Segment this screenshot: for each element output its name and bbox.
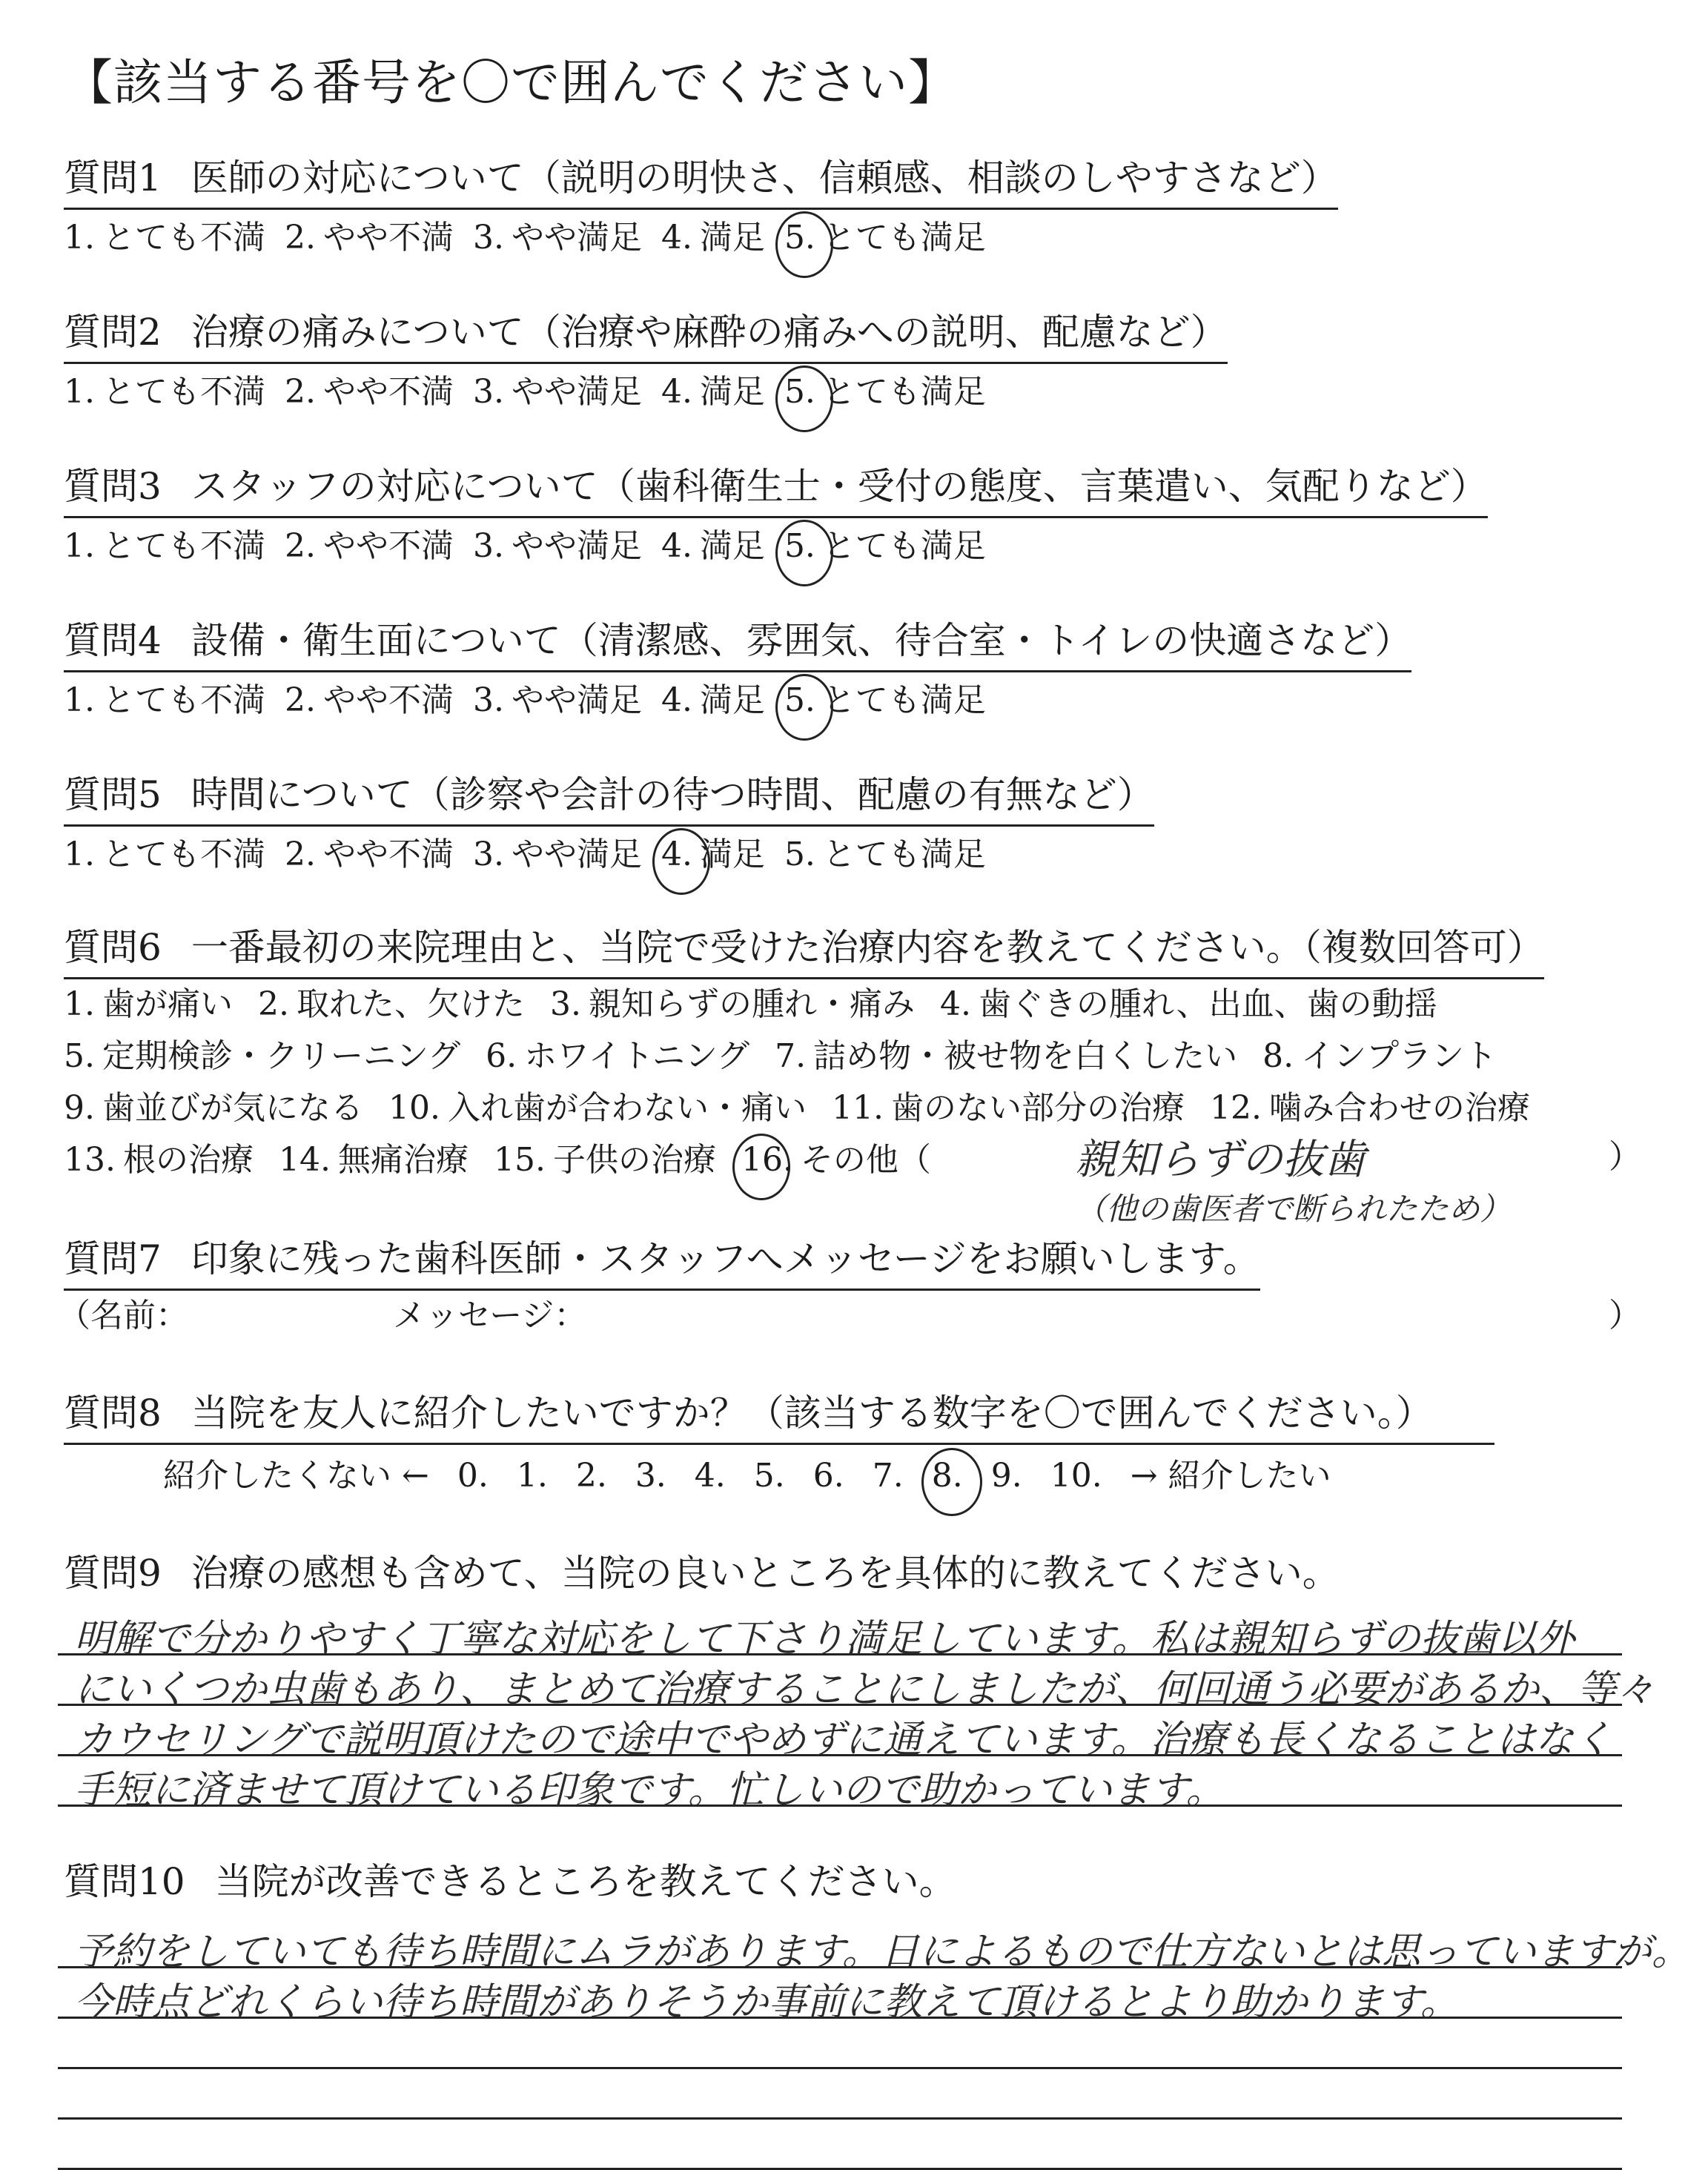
option-label: インプラント — [1301, 1037, 1497, 1075]
question-number: 質問7 — [64, 1237, 162, 1280]
q6-option-row — [64, 977, 1463, 1025]
answer-line: 予約をしていても待ち時間にムラがあります。日によるもので仕方ないとは思っていますが。 — [74, 1930, 1690, 1974]
question-3-title — [64, 457, 1488, 518]
q8-scale-value: 2. — [575, 1457, 607, 1495]
rating-option — [285, 827, 454, 875]
option-number: 3. — [472, 373, 504, 411]
option-number: 5. — [784, 527, 815, 565]
q8-scale-value: 9. — [990, 1457, 1022, 1495]
q8-scale-value: 8. — [931, 1457, 963, 1495]
question-text: 当院が改善できるところを教えてください。 — [214, 1860, 956, 1903]
option-number: 10. — [388, 1089, 440, 1127]
question-text: 治療の痛みについて（治療や麻酔の痛みへの説明、配慮など） — [191, 311, 1228, 354]
q8-scale-value: 7. — [872, 1457, 904, 1495]
option-label: やや不満 — [322, 681, 454, 719]
option-label: やや不満 — [322, 527, 454, 565]
option-number: 2. — [284, 836, 316, 873]
option-label: 定期検診・クリーニング — [102, 1037, 461, 1075]
question-7-title — [64, 1229, 1260, 1291]
option-number: 1. — [64, 527, 95, 565]
q6-option — [64, 977, 233, 1025]
answer-line: カウセリングで説明頂けたので途中でやめずに通えています。治療も長くなることはなく — [74, 1718, 1612, 1762]
option-number: 4. — [939, 985, 971, 1023]
option-number: 2. — [284, 373, 316, 411]
q6-option — [1262, 1029, 1497, 1076]
q7-close-paren: ） — [1609, 1297, 1641, 1334]
question-number: 質問10 — [64, 1860, 185, 1903]
question-text: 医師の対応について（説明の明快さ、信頼感、相談のしやすさなど） — [191, 156, 1338, 199]
option-label: 噛み合わせの治療 — [1268, 1089, 1530, 1127]
rating-option — [473, 211, 642, 258]
rating-option — [661, 365, 765, 412]
q8-scale-value: 10. — [1050, 1457, 1102, 1495]
option-label: 歯並びが気になる — [102, 1089, 363, 1127]
question-number: 質問1 — [64, 156, 162, 199]
option-label: やや満足 — [511, 219, 642, 257]
q8-left-label: 紹介したくない ← — [163, 1457, 429, 1495]
q6-other-note: （他の歯医者で断られたため） — [1075, 1191, 1512, 1227]
option-label: ホワイトニング — [524, 1037, 750, 1075]
option-number: 1. — [64, 985, 95, 1023]
option-label: 取れた、欠けた — [296, 985, 525, 1023]
answer-line: 明解で分かりやすく丁寧な対応をして下さり満足しています。私は親知らずの抜歯以外 — [74, 1617, 1575, 1661]
option-label: やや満足 — [511, 681, 642, 719]
option-label: とても不満 — [102, 836, 265, 873]
rating-option — [285, 365, 454, 412]
q6-option — [832, 1081, 1185, 1128]
q8-right-label: → 紹介したい — [1130, 1457, 1331, 1495]
q8-scale — [163, 1449, 1360, 1496]
question-1-title — [64, 148, 1338, 210]
q7-message-label: メッセージ： — [393, 1297, 587, 1334]
option-number: 4. — [661, 681, 692, 719]
q7-name-label: （名前： — [58, 1297, 188, 1334]
question-2-title — [64, 302, 1228, 364]
q6-option — [64, 1081, 363, 1128]
option-label: とても不満 — [102, 527, 265, 565]
option-label: 無痛治療 — [337, 1141, 469, 1179]
question-6-title — [64, 918, 1544, 979]
question-number: 質問6 — [64, 926, 162, 969]
option-number: 5. — [784, 681, 815, 719]
q8-scale-value: 6. — [812, 1457, 844, 1495]
question-3-options — [64, 519, 1005, 566]
option-number: 3. — [472, 836, 504, 873]
option-label: 満足 — [699, 527, 765, 565]
option-number: 5. — [64, 1037, 95, 1075]
answer-rule — [58, 2117, 1622, 2120]
q6-option — [494, 1133, 716, 1180]
q6-option — [388, 1081, 807, 1128]
question-number: 質問5 — [64, 773, 162, 816]
q6-option — [775, 1029, 1237, 1076]
option-label: やや不満 — [322, 836, 454, 873]
q6-option — [550, 977, 915, 1025]
question-4-options — [64, 673, 1005, 721]
rating-option — [64, 211, 265, 258]
option-number: 16. — [741, 1141, 793, 1179]
option-number: 4. — [661, 527, 692, 565]
option-label: 根の治療 — [122, 1141, 254, 1179]
question-8-title — [64, 1383, 1494, 1445]
q8-scale-value: 0. — [457, 1457, 489, 1495]
option-number: 12. — [1209, 1089, 1262, 1127]
q6-option — [1210, 1081, 1530, 1128]
option-label: とても満足 — [822, 373, 986, 411]
option-number: 13. — [64, 1141, 116, 1179]
option-number: 15. — [493, 1141, 546, 1179]
option-label: とても満足 — [822, 219, 986, 257]
q6-option — [940, 977, 1437, 1025]
option-label: 入れ歯が合わない・痛い — [447, 1089, 807, 1127]
option-number: 6. — [486, 1037, 517, 1075]
q6-option — [741, 1133, 931, 1180]
question-text: 一番最初の来院理由と、当院で受けた治療内容を教えてください。（複数回答可） — [191, 926, 1544, 969]
answer-rule — [58, 2067, 1622, 2069]
option-number: 1. — [64, 219, 95, 257]
q6-option — [279, 1133, 469, 1180]
rating-option — [473, 365, 642, 412]
rating-option — [64, 827, 265, 875]
answer-line: 今時点どれくらい待ち時間がありそうか事前に教えて頂けるとより助かります。 — [74, 1980, 1459, 2025]
q6-option — [64, 1133, 254, 1180]
page-title: 【該当する番号を〇で囲んでください】 — [64, 54, 958, 111]
option-label: やや満足 — [511, 373, 642, 411]
option-label: 満足 — [699, 681, 765, 719]
q8-scale-value: 3. — [635, 1457, 666, 1495]
rating-option — [661, 211, 765, 258]
rating-option — [661, 519, 765, 566]
option-label: とても不満 — [102, 219, 265, 257]
question-1-options — [64, 211, 1005, 258]
q6-option-row — [64, 1081, 1555, 1128]
question-5-title — [64, 765, 1154, 827]
q6-option — [64, 1029, 460, 1076]
rating-option — [784, 673, 986, 721]
q6-option-row — [64, 1133, 956, 1180]
question-text: 当院を友人に紹介したいですか？（該当する数字を〇で囲んでください。） — [191, 1392, 1433, 1435]
question-4-title — [64, 611, 1411, 672]
option-label: 満足 — [699, 219, 765, 257]
q6-other-answer: 親知らずの抜歯 — [1075, 1136, 1366, 1184]
option-number: 3. — [549, 985, 581, 1023]
question-2-options — [64, 365, 1005, 412]
question-number: 質問9 — [64, 1552, 162, 1595]
option-number: 1. — [64, 373, 95, 411]
answer-line: にいくつか虫歯もあり、まとめて治療することにしましたが、何回通う必要があるか、等々 — [74, 1667, 1655, 1712]
question-text: 設備・衛生面について（清潔感、雰囲気、待合室・トイレの快適さなど） — [191, 619, 1412, 662]
rating-option — [64, 519, 265, 566]
question-number: 質問8 — [64, 1392, 162, 1435]
option-label: 満足 — [699, 373, 765, 411]
option-number: 2. — [257, 985, 289, 1023]
question-text: スタッフの対応について（歯科衛生士・受付の態度、言葉遣い、気配りなど） — [191, 465, 1488, 508]
option-label: 歯ぐきの腫れ、出血、歯の動揺 — [978, 985, 1437, 1023]
question-text: 時間について（診察や会計の待つ時間、配慮の有無など） — [191, 773, 1154, 816]
option-label: 満足 — [699, 836, 765, 873]
option-label: とても満足 — [822, 836, 986, 873]
option-label: とても満足 — [822, 681, 986, 719]
rating-option — [473, 519, 642, 566]
option-number: 4. — [661, 836, 692, 873]
rating-option — [784, 211, 986, 258]
option-label: 歯のない部分の治療 — [890, 1089, 1185, 1127]
question-number: 質問4 — [64, 619, 162, 662]
rating-option — [285, 673, 454, 721]
option-label: 歯が痛い — [102, 985, 233, 1023]
rating-option — [661, 827, 765, 875]
question-10-title — [64, 1852, 956, 1911]
option-label: とても満足 — [822, 527, 986, 565]
option-number: 11. — [831, 1089, 884, 1127]
rating-option — [473, 827, 642, 875]
rating-option — [64, 365, 265, 412]
question-number: 質問2 — [64, 311, 162, 354]
option-number: 1. — [64, 836, 95, 873]
q8-scale-value: 5. — [753, 1457, 785, 1495]
answer-line: 手短に済ませて頂けている印象です。忙しいので助かっています。 — [74, 1768, 1225, 1813]
option-number: 3. — [472, 527, 504, 565]
option-label: その他（ — [800, 1141, 931, 1179]
option-number: 2. — [284, 219, 316, 257]
rating-option — [784, 519, 986, 566]
question-text: 治療の感想も含めて、当院の良いところを具体的に教えてください。 — [191, 1552, 1340, 1595]
q6-option — [486, 1029, 749, 1076]
q8-scale-value: 4. — [694, 1457, 726, 1495]
option-number: 2. — [284, 527, 316, 565]
rating-option — [285, 211, 454, 258]
q6-option — [258, 977, 525, 1025]
option-label: 親知らずの腫れ・痛み — [588, 985, 915, 1023]
option-number: 5. — [784, 373, 815, 411]
rating-option — [64, 673, 265, 721]
option-label: やや不満 — [322, 373, 454, 411]
rating-option — [473, 673, 642, 721]
option-number: 1. — [64, 681, 95, 719]
option-number: 3. — [472, 219, 504, 257]
rating-option — [784, 365, 986, 412]
option-label: 詰め物・被せ物を白くしたい — [813, 1037, 1238, 1075]
option-number: 9. — [64, 1089, 95, 1127]
option-number: 5. — [784, 219, 815, 257]
option-label: とても不満 — [102, 373, 265, 411]
option-number: 7. — [775, 1037, 807, 1075]
option-label: 子供の治療 — [552, 1141, 716, 1179]
option-number: 4. — [661, 219, 692, 257]
option-label: とても不満 — [102, 681, 265, 719]
option-number: 8. — [1262, 1037, 1294, 1075]
option-number: 3. — [472, 681, 504, 719]
q8-scale-value: 1. — [516, 1457, 548, 1495]
question-9-title — [64, 1544, 1340, 1603]
question-text: 印象に残った歯科医師・スタッフへメッセージをお願いします。 — [191, 1237, 1260, 1280]
rating-option — [661, 673, 765, 721]
rating-option — [285, 519, 454, 566]
option-number: 14. — [278, 1141, 331, 1179]
option-label: やや満足 — [511, 836, 642, 873]
option-number: 2. — [284, 681, 316, 719]
option-label: やや満足 — [511, 527, 642, 565]
option-number: 4. — [661, 373, 692, 411]
rating-option — [784, 827, 986, 875]
question-number: 質問3 — [64, 465, 162, 508]
option-label: やや不満 — [322, 219, 454, 257]
q6-close-paren: ） — [1609, 1138, 1641, 1176]
question-5-options — [64, 827, 1005, 875]
q6-option-row — [64, 1029, 1522, 1076]
option-number: 5. — [784, 836, 815, 873]
